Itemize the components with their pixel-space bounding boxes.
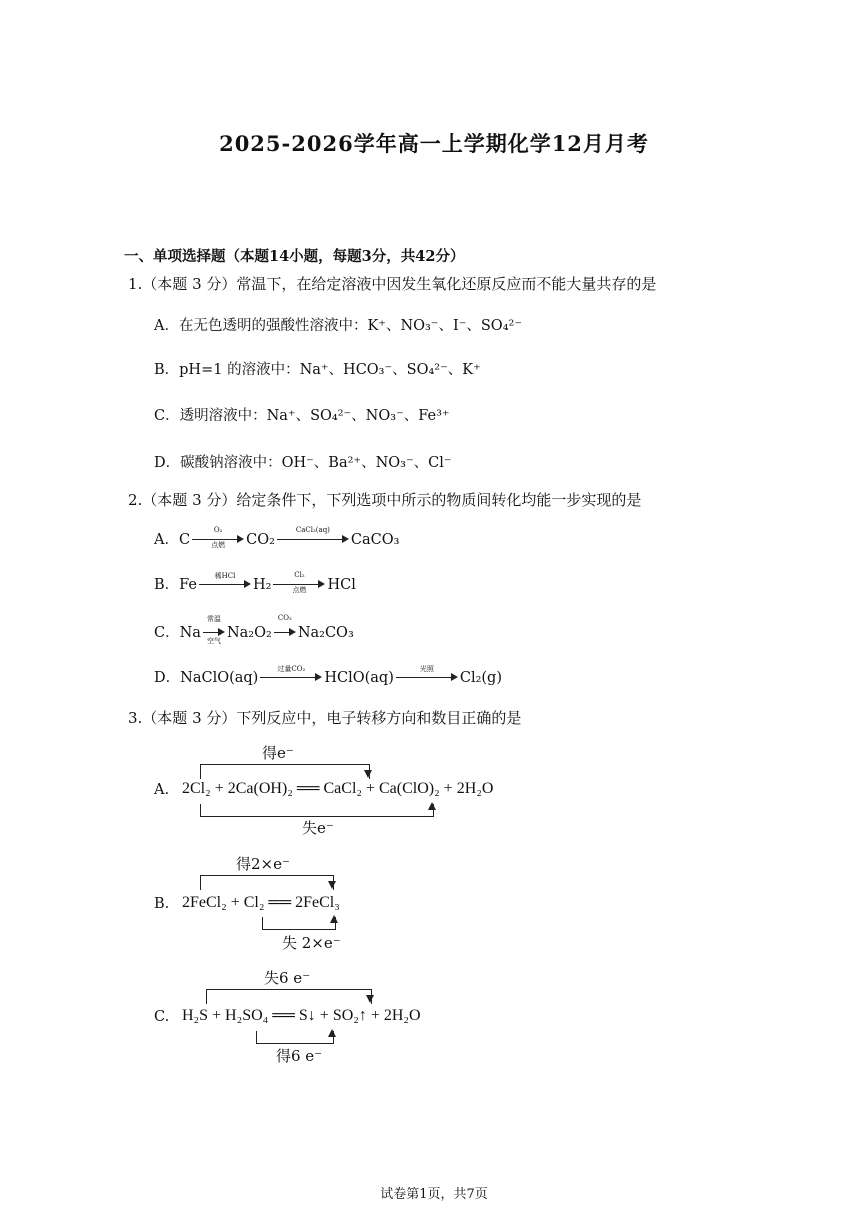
electron-transfer-bracket <box>200 764 370 779</box>
arrow-head-icon <box>328 1029 336 1037</box>
species: HCl <box>327 577 356 593</box>
page-footer: 试卷第1页，共7页 <box>380 1187 488 1202</box>
reaction-arrow <box>274 614 296 643</box>
species: NaClO(aq) <box>180 670 259 686</box>
reaction-arrow <box>396 665 458 688</box>
reaction-arrow <box>273 571 325 595</box>
electron-transfer-bracket <box>256 1031 334 1044</box>
question-2-option-c <box>154 614 354 645</box>
reaction-arrow <box>192 526 244 550</box>
electron-gain-label: 得e⁻ <box>262 744 294 762</box>
reaction-arrow <box>277 526 349 550</box>
arrow-condition-bottom: 点燃 <box>211 541 226 549</box>
arrow-condition-top: CO₂ <box>277 614 292 622</box>
arrow-condition-top: O₂ <box>213 526 223 534</box>
electron-transfer-bracket <box>200 875 334 890</box>
section-heading: 一、单项选择题（本题14小题，每题3分，共42分） <box>124 248 465 265</box>
arrow-head-icon <box>330 915 338 923</box>
electron-transfer-bracket <box>262 917 336 930</box>
question-3-option-a-equation: 2Cl₂ + 2Ca(OH)₂ ══ CaCl₂ + Ca(ClO)₂ + 2H₂O <box>182 780 494 797</box>
question-3-option-a-label: A. <box>154 782 170 798</box>
arrow-head-icon <box>364 770 372 778</box>
arrow-head-icon <box>366 995 374 1003</box>
option-label: C． <box>154 625 180 641</box>
electron-loss-label: 失 2×e⁻ <box>282 934 341 952</box>
arrow-condition-top: 常温 <box>206 615 221 623</box>
question-2-option-d <box>154 666 502 688</box>
arrow-condition-top: CaCl₂(aq) <box>295 526 330 534</box>
species: C <box>178 532 191 548</box>
question-2-stem: 2.（本题 3 分）给定条件下，下列选项中所示的物质间转化均能一步实现的是 <box>128 491 642 509</box>
species: HClO(aq) <box>324 670 394 686</box>
electron-transfer-bracket <box>206 989 372 1004</box>
species: H₂ <box>253 577 272 593</box>
species: Na <box>179 625 201 641</box>
option-label: A． <box>154 532 179 548</box>
question-3-stem: 3.（本题 3 分）下列反应中，电子转移方向和数目正确的是 <box>128 709 522 727</box>
arrow-condition-top: Cl₂ <box>294 571 305 579</box>
question-3-option-c-equation: H₂S + H₂SO₄ ══ S↓ + SO₂↑ + 2H₂O <box>182 1007 421 1024</box>
question-1-stem: 1.（本题 3 分）常温下，在给定溶液中因发生氧化还原反应而不能大量共存的是 <box>128 275 657 293</box>
question-3-option-b-equation: 2FeCl₂ + Cl₂ ══ 2FeCl₃ <box>182 894 340 911</box>
species: Na₂CO₃ <box>297 625 354 641</box>
arrow-condition-top: 稀HCl <box>214 572 236 580</box>
electron-gain-label: 得2×e⁻ <box>236 855 290 873</box>
question-1-option-a: A．在无色透明的强酸性溶液中：K⁺、NO₃⁻、I⁻、SO₄²⁻ <box>154 318 522 334</box>
electron-loss-label: 失e⁻ <box>302 819 334 837</box>
arrow-head-icon <box>328 881 336 889</box>
electron-loss-label: 失6 e⁻ <box>264 969 311 987</box>
electron-gain-label: 得6 e⁻ <box>276 1047 323 1065</box>
species: CO₂ <box>246 532 275 548</box>
arrow-condition-top: 光照 <box>419 665 434 673</box>
species: Cl₂(g) <box>459 670 502 686</box>
reaction-arrow <box>203 615 225 645</box>
question-1-option-d: D．碳酸钠溶液中：OH⁻、Ba²⁺、NO₃⁻、Cl⁻ <box>154 455 452 471</box>
arrow-condition-top: 过量CO₂ <box>277 665 306 673</box>
question-2-option-b <box>154 573 356 595</box>
species: Na₂O₂ <box>226 625 272 641</box>
reaction-arrow <box>199 572 251 595</box>
question-1-option-b: B．pH=1 的溶液中：Na⁺、HCO₃⁻、SO₄²⁻、K⁺ <box>154 362 481 378</box>
option-label: D． <box>154 670 181 686</box>
reaction-arrow <box>260 665 322 688</box>
option-label: B． <box>154 577 180 593</box>
question-3-option-c-label: C. <box>154 1009 170 1025</box>
question-2-option-a <box>154 528 399 550</box>
arrow-head-icon <box>428 802 436 810</box>
arrow-condition-bottom: 点燃 <box>292 586 307 594</box>
species: Fe <box>179 577 198 593</box>
question-1-option-c: C．透明溶液中：Na⁺、SO₄²⁻、NO₃⁻、Fe³⁺ <box>154 408 450 424</box>
page-title: 2025-2026学年高一上学期化学12月月考 <box>219 131 649 156</box>
species: CaCO₃ <box>350 532 400 548</box>
question-3-option-b-label: B. <box>154 896 170 912</box>
electron-transfer-bracket <box>200 804 434 817</box>
arrow-condition-bottom: 空气 <box>206 637 221 645</box>
